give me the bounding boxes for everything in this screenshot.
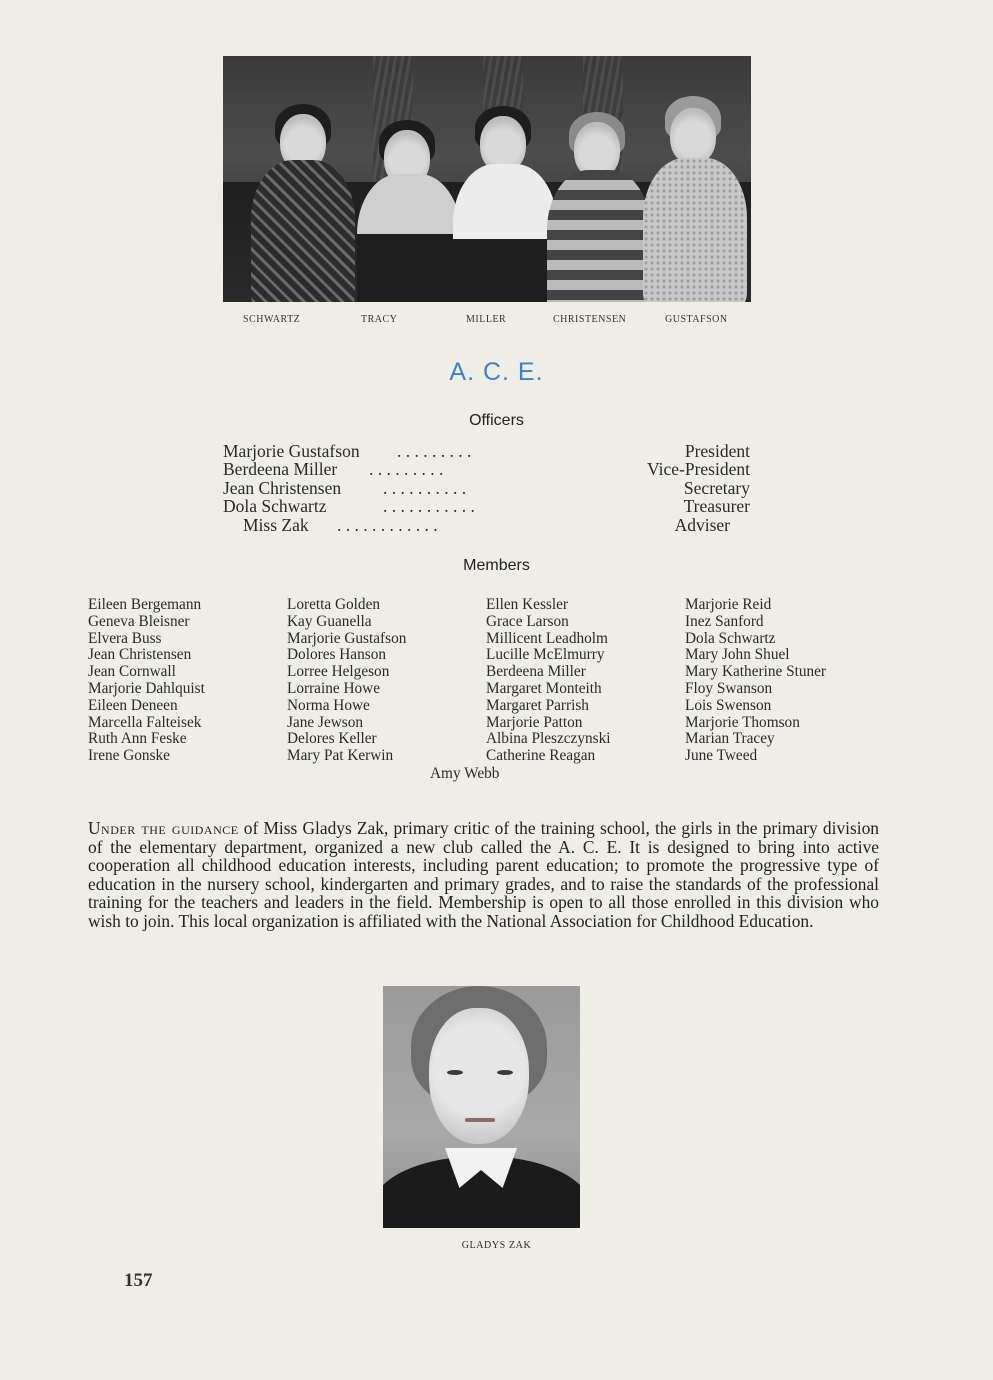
member-name: Albina Pleszczynski <box>486 730 611 748</box>
members-column-4 <box>685 597 826 765</box>
officer-name: Dola Schwartz . . . . . . . . . . . <box>223 496 475 516</box>
member-name: Marcella Falteisek <box>88 713 202 731</box>
officer-role: Treasurer <box>683 496 750 516</box>
member-name: June Tweed <box>685 747 758 765</box>
member-name: Eileen Bergemann <box>88 596 202 613</box>
officer-name: Marjorie Gustafson . . . . . . . . . <box>223 441 472 461</box>
member-name: Millicent Leadholm <box>486 629 608 647</box>
member-name: Kay Guanella <box>287 612 372 630</box>
member-name: Marian Tracey <box>685 730 775 748</box>
member-name: Ruth Ann Feske <box>88 730 187 748</box>
member-name: Floy Swanson <box>685 679 773 697</box>
description-paragraph <box>88 819 879 930</box>
photo-caption-2: TRACY <box>361 314 398 325</box>
members-heading: Members <box>463 557 530 574</box>
member-name: Jane Jewson <box>287 713 364 731</box>
member-name: Dolores Hanson <box>287 646 386 664</box>
member-name: Mary John Shuel <box>685 646 790 664</box>
member-name: Dola Schwartz <box>685 629 776 647</box>
member-name: Marjorie Reid <box>685 596 772 613</box>
member-name: Eileen Deneen <box>88 696 178 714</box>
member-name: Margaret Parrish <box>486 696 589 714</box>
member-name: Geneva Bleisner <box>88 612 190 630</box>
member-name: Marjorie Dahlquist <box>88 679 205 697</box>
members-column-2 <box>287 597 406 765</box>
photo-caption-5: GUSTAFSON <box>665 314 728 325</box>
member-name: Elvera Buss <box>88 629 162 647</box>
group-photo <box>223 56 751 302</box>
portrait-caption: GLADYS ZAK <box>461 1240 532 1251</box>
members-column-1 <box>88 597 205 765</box>
member-name: Berdeena Miller <box>486 663 586 681</box>
officer-role: Adviser <box>674 515 730 535</box>
member-name: Lucille McElmurry <box>486 646 605 664</box>
officer-name: Jean Christensen . . . . . . . . . . <box>223 478 467 498</box>
member-name: Lorree Helgeson <box>287 663 390 681</box>
members-column-3 <box>486 597 610 765</box>
officer-role: President <box>684 441 750 461</box>
photo-caption-3: MILLER <box>466 314 507 325</box>
member-name: Mary Pat Kerwin <box>287 747 394 765</box>
photo-caption-1: SCHWARTZ <box>243 314 301 325</box>
member-name: Lorraine Howe <box>287 679 381 697</box>
member-name: Grace Larson <box>486 612 569 630</box>
member-name: Marjorie Thomson <box>685 713 800 731</box>
member-name: Irene Gonske <box>88 747 170 765</box>
member-name: Mary Katherine Stuner <box>685 663 827 681</box>
page-number: 157 <box>124 1270 153 1291</box>
member-name: Inez Sanford <box>685 612 764 630</box>
member-name: Lois Swenson <box>685 696 772 714</box>
portrait-photo <box>383 986 580 1228</box>
officers-heading: Officers <box>469 412 524 429</box>
member-name: Loretta Golden <box>287 596 381 613</box>
member-name: Delores Keller <box>287 730 377 748</box>
member-name: Margaret Monteith <box>486 679 602 697</box>
officer-name: Berdeena Miller . . . . . . . . . <box>223 459 444 479</box>
officer-name: Miss Zak . . . . . . . . . . . . <box>243 515 438 535</box>
club-title: A. C. E. <box>449 358 544 386</box>
paragraph-lead: Under the guidance <box>88 818 239 838</box>
member-name: Norma Howe <box>287 696 370 714</box>
member-name: Catherine Reagan <box>486 747 596 765</box>
officer-role: Vice-President <box>647 459 750 479</box>
photo-caption-4: CHRISTENSEN <box>553 314 627 325</box>
officer-role: Secretary <box>683 478 750 498</box>
member-name: Ellen Kessler <box>486 596 568 613</box>
member-name: Jean Christensen <box>88 646 192 664</box>
member-name: Jean Cornwall <box>88 663 176 681</box>
paragraph-text: of Miss Gladys Zak, primary critic of the training school, the girls in the primary division of the elementary department, organized a new club called the A. C. E. It is designed to bring into active cooperation all childhood education interests, including parent education; to promote the progressive type of education in the nursery school, kindergarten and primary grades, and to raise the standards of the professional training for the teachers and leaders in the field. Membership is open to all those enrolled in this division who wish to join. This local organization is affiliated with the National Association for Childhood Education. <box>88 818 879 931</box>
member-name: Marjorie Gustafson <box>287 629 407 647</box>
member-name: Marjorie Patton <box>486 713 583 731</box>
member-name-last: Amy Webb <box>430 765 500 782</box>
